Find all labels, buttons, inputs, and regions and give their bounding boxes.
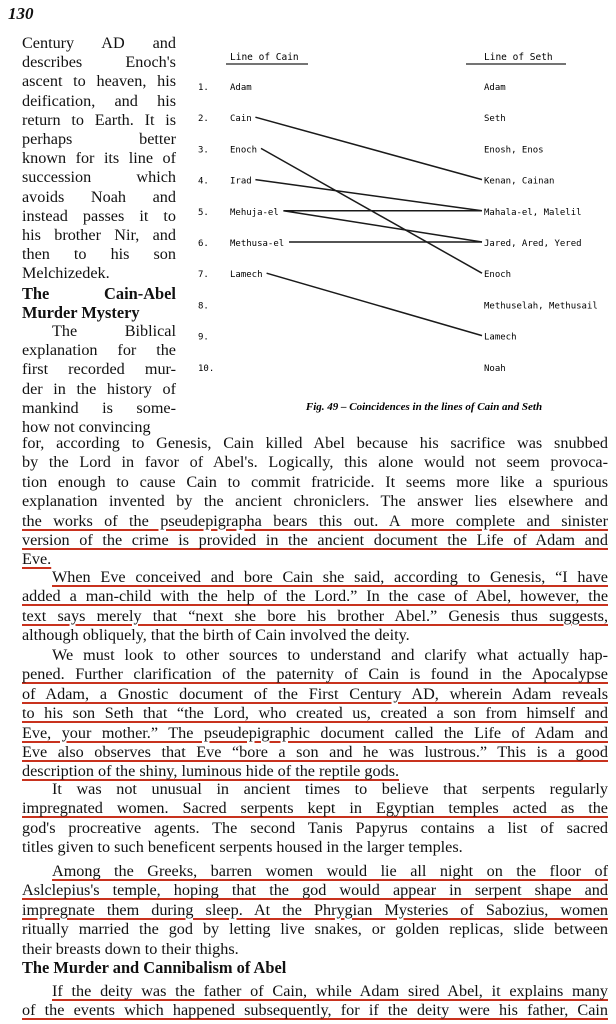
text-line: perhaps better [22, 130, 176, 149]
seth-name: Lamech [484, 332, 517, 343]
lineage-link [283, 211, 482, 242]
text-line: Melchizedek. [22, 264, 110, 283]
text-line: succession which [22, 168, 176, 187]
row-number: 9. [198, 332, 209, 343]
section-heading-2: The Murder and Cannibalism of Abel [22, 958, 287, 977]
section-heading: Murder Mystery [22, 302, 140, 322]
text-line: by the Lord in favor of Abel's. Logically, this alone would not seem provoca- [22, 453, 608, 472]
cain-name: Mehuja-el [230, 207, 279, 218]
cain-name: Adam [230, 83, 252, 93]
seth-header: Line of Seth [484, 52, 553, 63]
row-number: 4. [198, 176, 209, 187]
row-number: 1. [198, 83, 209, 93]
text-line: Aslclepius's temple, hoping that the god would appear in serpent shape and [22, 881, 608, 900]
paragraph-1 [22, 434, 608, 570]
text-line: text says merely that “next she bore his brother Abel.” Genesis thus suggests, [22, 606, 608, 625]
seth-name: Adam [484, 83, 506, 93]
text-line: tion enough to cause Cain to commit fratricide. It seems more like a spurious [22, 472, 608, 491]
text-line: god's procreative agents. The second Tanis Papyrus contains a list of sacred [22, 818, 608, 837]
text-line: avoids Noah and [22, 187, 176, 206]
text-line: their breasts down to their thighs. [22, 939, 239, 958]
text-line: description of the shiny, luminous hide of the reptile gods. [22, 762, 400, 781]
seth-name: Noah [484, 363, 506, 374]
text-line: describes Enoch's [22, 53, 176, 72]
text-line: then to his son [22, 245, 176, 264]
text-line: impregnate them during sleep. At the Phrygian Mysteries of Sabozius, women [22, 900, 608, 919]
text-line: for, according to Genesis, Cain killed Abel because his sacrifice was snubbed [22, 434, 608, 452]
text-line: the works of the pseudepigrapha bears this out. A more complete and sinister [22, 511, 608, 530]
paragraph-4 [22, 780, 608, 858]
cain-header: Line of Cain [230, 52, 299, 63]
cain-name: Enoch [230, 145, 258, 156]
text-line: added a man-child with the help of the Lord.” In the case of Abel, however, the [22, 587, 608, 606]
text-line: Century AD and [22, 34, 176, 52]
text-line: der in the history of [22, 379, 176, 398]
row-number: 2. [198, 114, 209, 125]
text-line: If the deity was the father of Cain, while Adam sired Abel, it explains many [52, 982, 608, 1000]
row-number: 8. [198, 301, 209, 312]
paragraph-2 [22, 568, 608, 646]
text-line: mankind is some- [22, 398, 176, 417]
text-line: version of the crime is provided in the ancient document the Life of Adam and [22, 531, 608, 550]
text-line: known for its line of [22, 149, 176, 168]
row-number: 5. [198, 207, 209, 218]
lineage-link [255, 180, 482, 211]
text-line: Eve. [22, 550, 52, 569]
text-line: Eve also observes that Eve “bore a son and he was lustrous.” This is a good [22, 743, 608, 762]
seth-name: Methuselah, Methusail [484, 301, 598, 312]
text-line: The Biblical [52, 322, 176, 341]
text-line: Among the Greeks, barren women would lie all night on the floor of [52, 862, 608, 880]
cain-name: Methusa-el [230, 239, 285, 249]
text-line: We must look to other sources to understand and clarify what actually hap- [52, 646, 608, 664]
text-line: pened. Further clarification of the paternity of Cain is found in the Apocalypse [22, 665, 608, 684]
text-line: how not convincing [22, 418, 151, 437]
text-line: titles given to such beneficent serpents housed in the larger temples. [22, 838, 463, 857]
seth-name: Mahala-el, Malelil [484, 207, 582, 218]
cain-name: Lamech [230, 270, 263, 281]
row-number: 6. [198, 239, 209, 249]
paragraph-3 [22, 646, 608, 782]
text-line: first recorded mur- [22, 360, 176, 379]
text-line: of Adam, a Gnostic document of the First Century AD, wherein Adam reveals [22, 684, 608, 703]
page-number: 130 [8, 4, 34, 23]
seth-name: Kenan, Cainan [484, 176, 555, 187]
text-line: of the events which happened subsequently, for if the deity were his father, Cain [22, 1001, 608, 1020]
cain-name: Irad [230, 176, 252, 187]
text-line: although obliquely, that the birth of Cain involved the deity. [22, 626, 410, 645]
row-number: 3. [198, 145, 209, 156]
text-line: impregnated women. Sacred serpents kept in Egyptian temples acted as the [22, 799, 608, 818]
text-line: ascent to heaven, his [22, 72, 176, 91]
section-heading: The Cain-Abel [22, 283, 176, 303]
cain-name: Cain [230, 114, 252, 125]
seth-name: Seth [484, 114, 506, 125]
text-line: explanation invented by the ancient chroniclers. The answer lies elsewhere and [22, 492, 608, 511]
row-number: 7. [198, 270, 209, 281]
figure-caption: Fig. 49 – Coincidences in the lines of Cain and Seth [305, 401, 543, 413]
paragraph-5 [22, 862, 608, 959]
row-number: 10. [198, 363, 215, 374]
lineage-link [267, 273, 482, 335]
seth-name: Enoch [484, 270, 512, 281]
seth-name: Enosh, Enos [484, 145, 544, 156]
text-line: It was not unusual in ancient times to believe that serpents regularly [52, 780, 608, 798]
text-line: instead passes it to [22, 206, 176, 225]
text-line: Eve, your mother.” The pseudepigraphic document called the Life of Adam and [22, 723, 608, 742]
text-line: to his son Seth that “the Lord, who created us, created a son from himself and [22, 704, 608, 723]
seth-name: Jared, Ared, Yered [484, 239, 582, 249]
left-column [22, 34, 176, 437]
paragraph-6 [22, 982, 608, 1021]
text-line: deification, and his [22, 91, 176, 110]
text-line: his brother Nir, and [22, 226, 176, 245]
text-line: ritually married the god by letting live snakes, or golden replicas, slide between [22, 920, 608, 939]
lineage-link [255, 117, 482, 179]
text-line: explanation for the [22, 341, 176, 360]
text-line: return to Earth. It is [22, 110, 176, 129]
text-line: When Eve conceived and bore Cain she said, according to Genesis, “I have [52, 568, 608, 586]
lineage-figure [186, 40, 602, 418]
